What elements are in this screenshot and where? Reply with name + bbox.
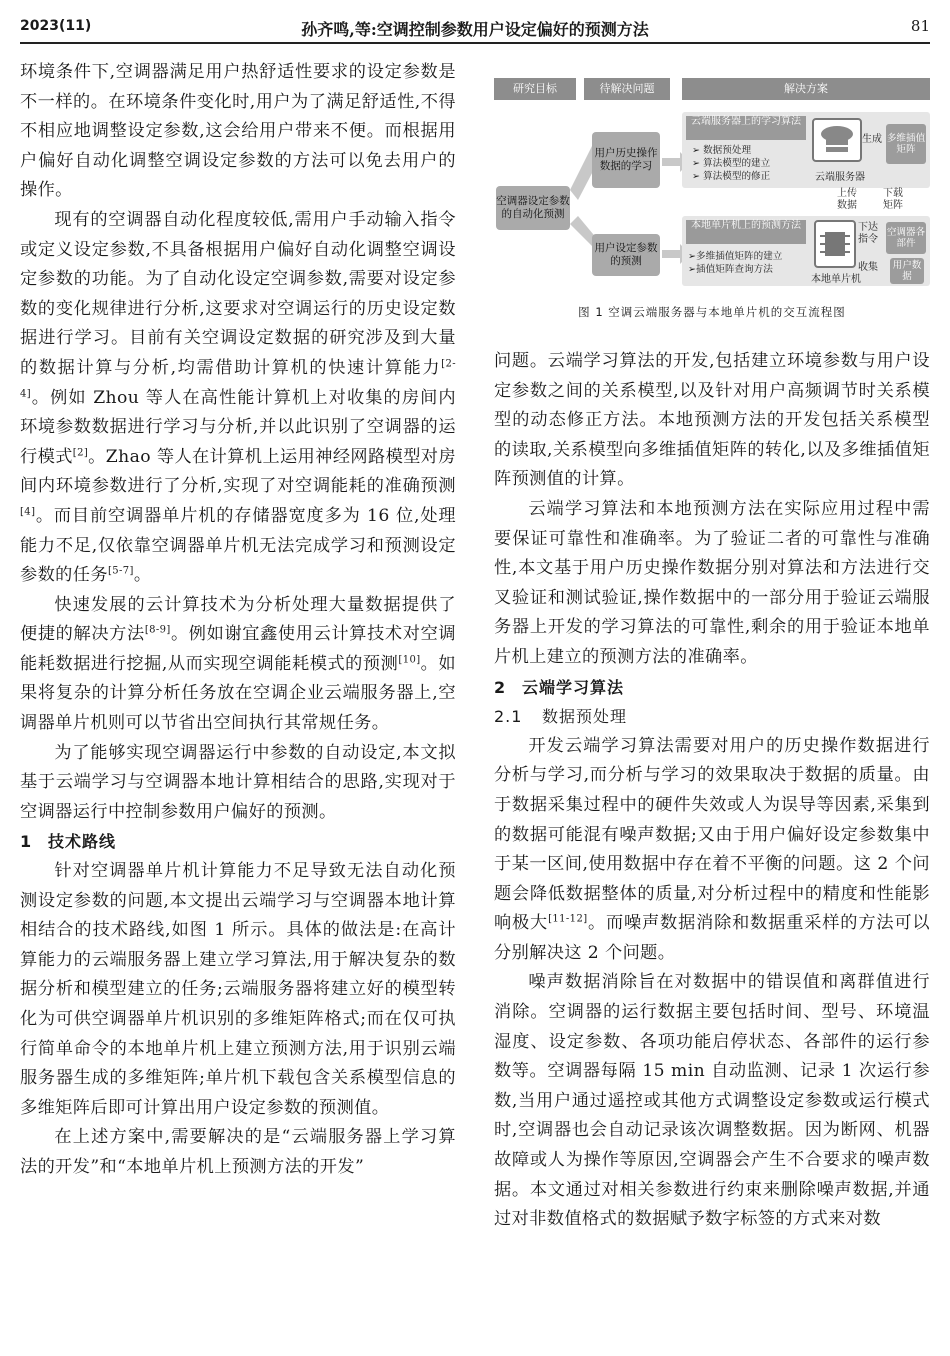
running-title: 孙齐鸣,等:空调控制参数用户设定偏好的预测方法 — [301, 20, 649, 39]
cloud-server-icon — [812, 118, 862, 162]
citation: [4] — [20, 506, 36, 518]
chip-icon — [814, 220, 856, 268]
paragraph: 为了能够实现空调器运行中参数的自动设定,本文拟基于云端学习与空调器本地计算相结合的思路,实现对于空调器运行中控制参数用户偏好的预测。 — [20, 742, 456, 822]
paragraph: 噪声数据消除旨在对数据中的错误值和离群值进行消除。空调器的运行数据主要包括时间、型号、环境温湿度、设定参数、各项功能启停状态、各部件的运行参数等。空调器每隔 15 min 自动监测、记录 1 次运行参数,当用户通过遥控或其他方式调整设定参数或运行模式时,空调器也会自动记录该次调整数据。因为断网、机器故障或人为操作等原因,空调器会产生不合要求的噪声数据。本文通过对相关参数进行约束来删除噪声数据,并通过对非数值格式的数据赋予数字标签的方式来对数 — [494, 972, 930, 1230]
generate-label: 生成 — [862, 134, 882, 145]
goal-box: 空调器设定参数的自动化预测 — [496, 186, 570, 230]
column-header-goal: 研究目标 — [494, 78, 576, 100]
cloud-server-label: 云端服务器 — [815, 172, 865, 183]
matrix-box: 多维插值矩阵 — [886, 124, 926, 164]
figure-1 — [494, 78, 930, 326]
issue-command-label: 下达指令 — [858, 222, 878, 245]
local-mcu-label: 本地单片机 — [811, 274, 861, 285]
paragraph: 环境条件下,空调器满足用户热舒适性要求的设定参数是不一样的。在环境条件变化时,用户为了满足舒适性,不得不相应地调整设定参数,这会给用户带来不便。而根据用户偏好自动化调整空调设定参数的方法可以免去用户的操作。 — [20, 62, 456, 201]
section-heading: 1 技术路线 — [20, 832, 117, 852]
paragraph: 云端学习算法和本地预测方法在实际应用过程中需要保证可靠性和准确率。为了验证二者的可靠性与准确性,本文基于用户历史操作数据分别对算法和方法进行交叉验证和测试验证,操作数据中的一部分用于验证云端服务器上开发的学习算法的可靠性,剩余的用于验证本地单片机上建立的预测方法的准确率。 — [494, 498, 930, 667]
citation: [11-12] — [548, 913, 588, 925]
subsection-heading: 2.1 数据预处理 — [494, 707, 628, 727]
local-method-title: 本地单片机上的预测方法 — [686, 220, 806, 244]
paragraph: 现有的空调器自动化程度较低,需用户手动输入指令或定义设定参数,不具备根据用户偏好自动化调整空调设定参数的功能。为了自动化设定空调参数,需要对设定参数的变化规律进行分析,这要求对空调运行的历史设定数据进行学习。目前有关空调设定数据的研究涉及到大量的数据计算与分析,均需借助计算机的快速计算能力[2-4]。例如 Zhou 等人在高性能计算机上对收集的房间内环境参数数据进行学习与分析,并以此识别了空调器的运行模式[2]。Zhao 等人在计算机上运用神经网路模型对房间内环境参数进行了分析,实现了对空调能耗的准确预测[4]。而目前空调器单片机的存储器宽度多为 16 位,处理能力不足,仅依靠空调器单片机无法完成学习和预测设定参数的任务[5-7]。 — [20, 209, 456, 586]
problem-setting-prediction: 用户设定参数的预测 — [592, 234, 660, 276]
paragraph: 开发云端学习算法需要对用户的历史操作数据进行分析与学习,而分析与学习的效果取决于数据的质量。由于数据采集过程中的硬件失效或人为误导等因素,采集到的数据可能混有噪声数据;又由于用户偏好设定参数集中于某一区间,使用数据中存在着不平衡的问题。这 2 个问题会降低数据整体的质量,对分析过程中的精度和性能影响极大[11-12]。而噪声数据消除和数据重采样的方法可以分别解决这 2 个问题。 — [494, 735, 930, 963]
list-item: ➢ 算法模型的修正 — [692, 171, 771, 182]
figure-caption: 图 1 空调云端服务器与本地单片机的交互流程图 — [578, 305, 846, 319]
list-item: ➢插值矩阵查询方法 — [688, 264, 773, 275]
list-item: ➢ 数据预处理 — [692, 145, 752, 156]
left-column — [20, 58, 456, 1183]
cloud-algorithm-list — [692, 144, 812, 183]
local-method-list — [688, 250, 812, 276]
list-item: ➢ 算法模型的建立 — [692, 158, 771, 169]
upload-label: 上传数据 — [837, 188, 857, 211]
paragraph: 针对空调器单片机计算能力不足导致无法自动化预测设定参数的问题,本文提出云端学习与空调器本地计算相结合的技术路线,如图 1 所示。具体的做法是:在高计算能力的云端服务器上建立学习算法,用于解决复杂的数据分析和模型建立的任务;云端服务器将建立好的模型转化为可供空调器单片机识别的多维矩阵格式;而在仅可执行简单命令的本地单片机上建立预测方法,用于识别云端服务器生成的多维矩阵;单片机下载包含关系模型信息的多维矩阵后即可计算出用户设定参数的预测值。 — [20, 861, 456, 1118]
user-data-box: 用户数据 — [890, 258, 924, 284]
citation: [2] — [72, 446, 89, 458]
collect-label: 收集 — [858, 262, 878, 273]
citation: [5-7] — [107, 565, 134, 577]
paragraph: 在上述方案中,需要解决的是“云端服务器上学习算法的开发”和“本地单片机上预测方法的开发” — [20, 1127, 456, 1177]
ac-parts-box: 空调器各部件 — [886, 222, 926, 254]
problem-history-learning: 用户历史操作数据的学习 — [592, 132, 660, 188]
citation: [8-9] — [144, 624, 171, 636]
list-item: ➢多维插值矩阵的建立 — [688, 251, 783, 262]
section-heading: 2 云端学习算法 — [494, 677, 625, 697]
citation: [10] — [398, 654, 421, 666]
citation: [2-4] — [20, 358, 456, 399]
paragraph: 问题。云端学习算法的开发,包括建立环境参数与用户设定参数之间的关系模型,以及针对用户高频调节时关系模型的动态修正方法。本地预测方法的开发包括关系模型的读取,关系模型向多维插值矩阵的转化,以及多维插值矩阵预测值的计算。 — [494, 351, 930, 490]
download-label: 下载矩阵 — [883, 188, 903, 211]
cloud-algorithm-title: 云端服务器上的学习算法 — [686, 116, 806, 140]
right-column — [494, 347, 930, 1235]
running-header — [20, 14, 930, 44]
paragraph: 快速发展的云计算技术为分析处理大量数据提供了便捷的解决方法[8-9]。例如谢宜鑫使用云计算技术对空调能耗数据进行挖掘,从而实现空调能耗模式的预测[10]。如果将复杂的计算分析任务放在空调企业云端服务器上,空调器单片机则可以节省出空间执行其常规任务。 — [20, 594, 456, 734]
page-number: 81 — [910, 17, 930, 35]
journal-issue: 2023(11) — [20, 18, 92, 34]
column-header-problem: 待解决问题 — [584, 78, 670, 100]
column-header-solution: 解决方案 — [682, 78, 930, 100]
